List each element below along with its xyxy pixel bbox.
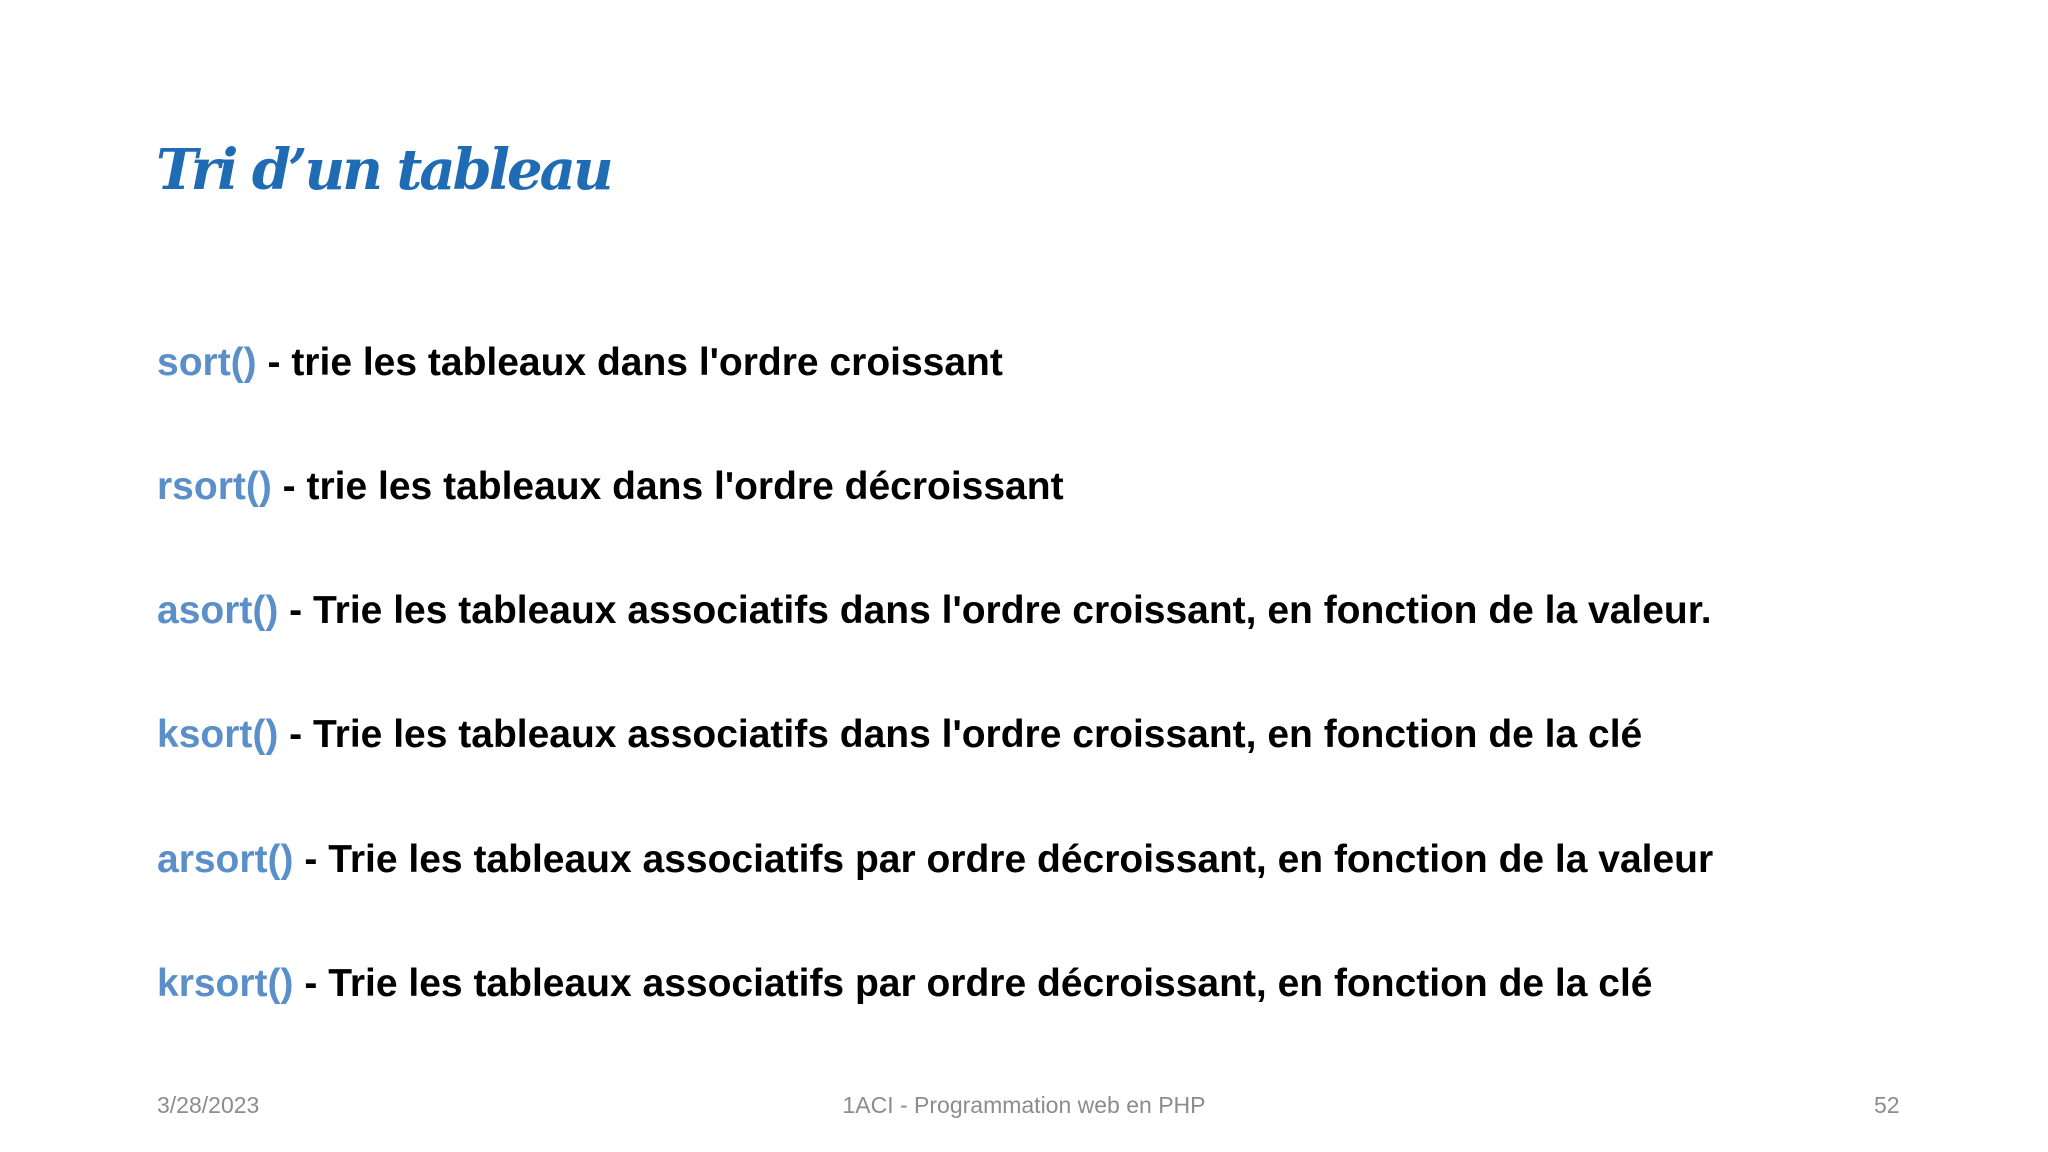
slide-title: Tri d’un tableau [156,137,611,203]
list-item-krsort [157,961,1653,1008]
function-name: krsort() [157,962,294,1005]
function-name: asort() [157,589,279,632]
function-name: sort() [157,341,257,384]
function-description: - Trie les tableaux associatifs dans l'ordre croissant, en fonction de la clé [278,713,1643,756]
footer-date: 3/28/2023 [157,1092,260,1118]
list-item-arsort [157,837,1713,884]
footer-course-title: 1ACI - Programmation web en PHP [842,1092,1206,1118]
function-description: - Trie les tableaux associatifs par ordre décroissant, en fonction de la valeur [293,838,1714,881]
list-item-sort [157,340,1003,387]
list-item-asort [157,588,1712,635]
function-name: ksort() [157,713,279,756]
function-name: arsort() [157,838,294,881]
list-item-ksort [157,712,1642,759]
footer-page-number: 52 [1874,1092,1900,1118]
function-description: - trie les tableaux dans l'ordre croissant [256,341,1003,384]
function-name: rsort() [157,465,272,508]
function-description: - Trie les tableaux associatifs par ordre décroissant, en fonction de la clé [293,962,1653,1005]
function-description: - trie les tableaux dans l'ordre décroissant [271,465,1064,508]
function-description: - Trie les tableaux associatifs dans l'ordre croissant, en fonction de la valeur. [278,589,1712,632]
list-item-rsort [157,464,1064,511]
